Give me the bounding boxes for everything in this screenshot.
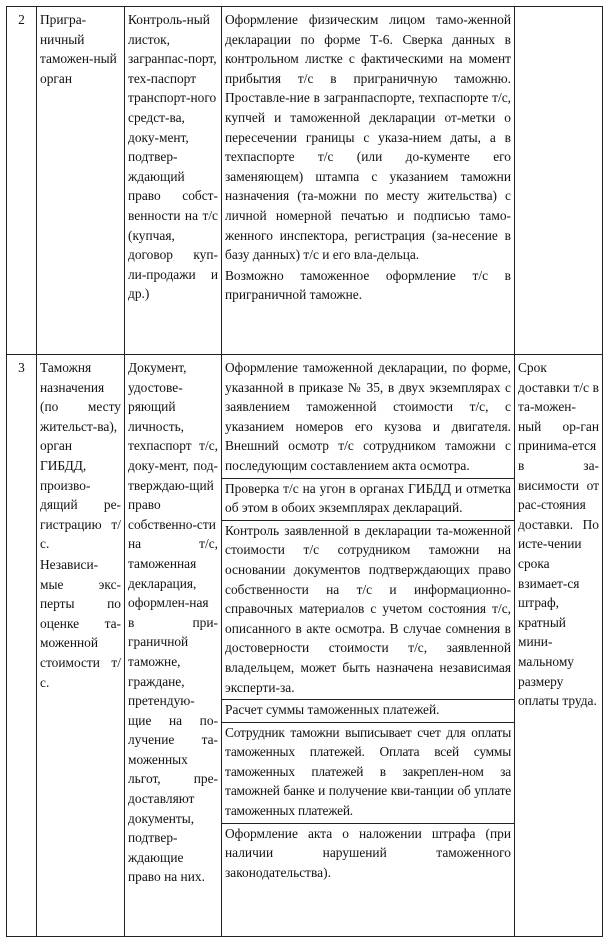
procedure-actions	[222, 7, 515, 355]
action-paragraph: Сотрудник таможни выписывает счет для оплаты таможенных платежей. Оплата всей суммы таможенных платежей в закреплен-ном за таможней банке и получение кви-танции об уплате таможенных платежей.	[222, 722, 514, 821]
required-documents: Документ, удостове-ряющий личность, техпаспорт т/с, доку-мент, под-тверждаю-щий право собственно-сти на т/с, таможенная декларация, оформлен-ная в при-граничной таможне, граждане, претендую-щие на по-лучение та-моженных льгот, пре-доставляют документы, подтвер-ждающие право на них.	[125, 355, 222, 937]
body-paragraph: Таможня назначения (по месту жительст-ва), орган ГИБДД, произво-дящий ре-гистрацию т/с.	[40, 360, 121, 552]
terms-and-penalties: Срок доставки т/с в та-можен-ный ор-ган принима-ется в за-висимости от рас-стояния доставки. По исте-чении срока взимает-ся штраф, кратный мини-мальному размеру оплаты труда.	[515, 355, 603, 937]
responsible-body: Пригра-ничный таможен-ный орган	[37, 7, 125, 355]
procedure-table	[6, 6, 603, 937]
row-number: 2	[7, 7, 37, 355]
table-row	[7, 7, 603, 355]
action-paragraph: Оформление таможенной декларации, по форме, указанной в приказе № 35, в двух экземплярах с заявлением таможенной стоимости т/с, с указанием номеров его кузова и двигателя. Внешний осмотр т/с сотрудником таможни с последующим составлением акта осмотра.	[225, 360, 511, 473]
action-paragraph: Оформление физическим лицом тамо-женной декларации по форме Т-6. Сверка данных в контрольном листке с фактическими на момент прибытия т/с в приграничную таможню. Проставле-ние в загранпаспорте, техпаспорте т/с, купчей и таможенной декларации от-метки о пересечении границы с указа-нием даты, а в техпаспорте т/с (или до-кументе его заменяющем) штампа с указанием таможни назначения (та-можни по месту жительства) с личной номерной печатью и подписью тамо-женного инспектора, регистрация (за-несение в базу данных) т/с и его вла-дельца.	[225, 12, 511, 263]
body-paragraph: Независи-мые экс-перты по оценке та-моженной стоимости т/с.	[40, 556, 121, 690]
row-number: 3	[7, 355, 37, 937]
action-paragraph: Расчет суммы таможенных платежей.	[222, 699, 514, 720]
terms-and-penalties	[515, 7, 603, 355]
responsible-body	[37, 355, 125, 937]
procedure-actions	[222, 355, 515, 937]
required-documents: Контроль-ный листок, загранпас-порт, тех-паспорт транспорт-ного средст-ва, доку-мент, подтвер-ждающий право собст-венности на т/с (купчая, договор куп-ли-продажи и др.)	[125, 7, 222, 355]
action-paragraph: Проверка т/с на угон в органах ГИБДД и отметка об этом в обоих экземплярах деклараций.	[222, 478, 514, 518]
action-paragraph: Возможно таможенное оформление т/с в приграничной таможне.	[225, 267, 511, 303]
action-paragraph: Контроль заявленной в декларации та-моженной стоимости т/с сотрудником таможни на основании документов подтверждающих право собственности на т/с и информационно-справочных материалов с учетом состояния т/с, описанного в акте осмотра. В случае сомнения в достоверности стоимости т/с, заявленной владельцем, может быть назначена независимая эксперти-за.	[222, 520, 514, 697]
table-row	[7, 355, 603, 937]
action-paragraph: Оформление акта о наложении штрафа (при наличии нарушений таможенного законодательства).	[222, 823, 514, 883]
